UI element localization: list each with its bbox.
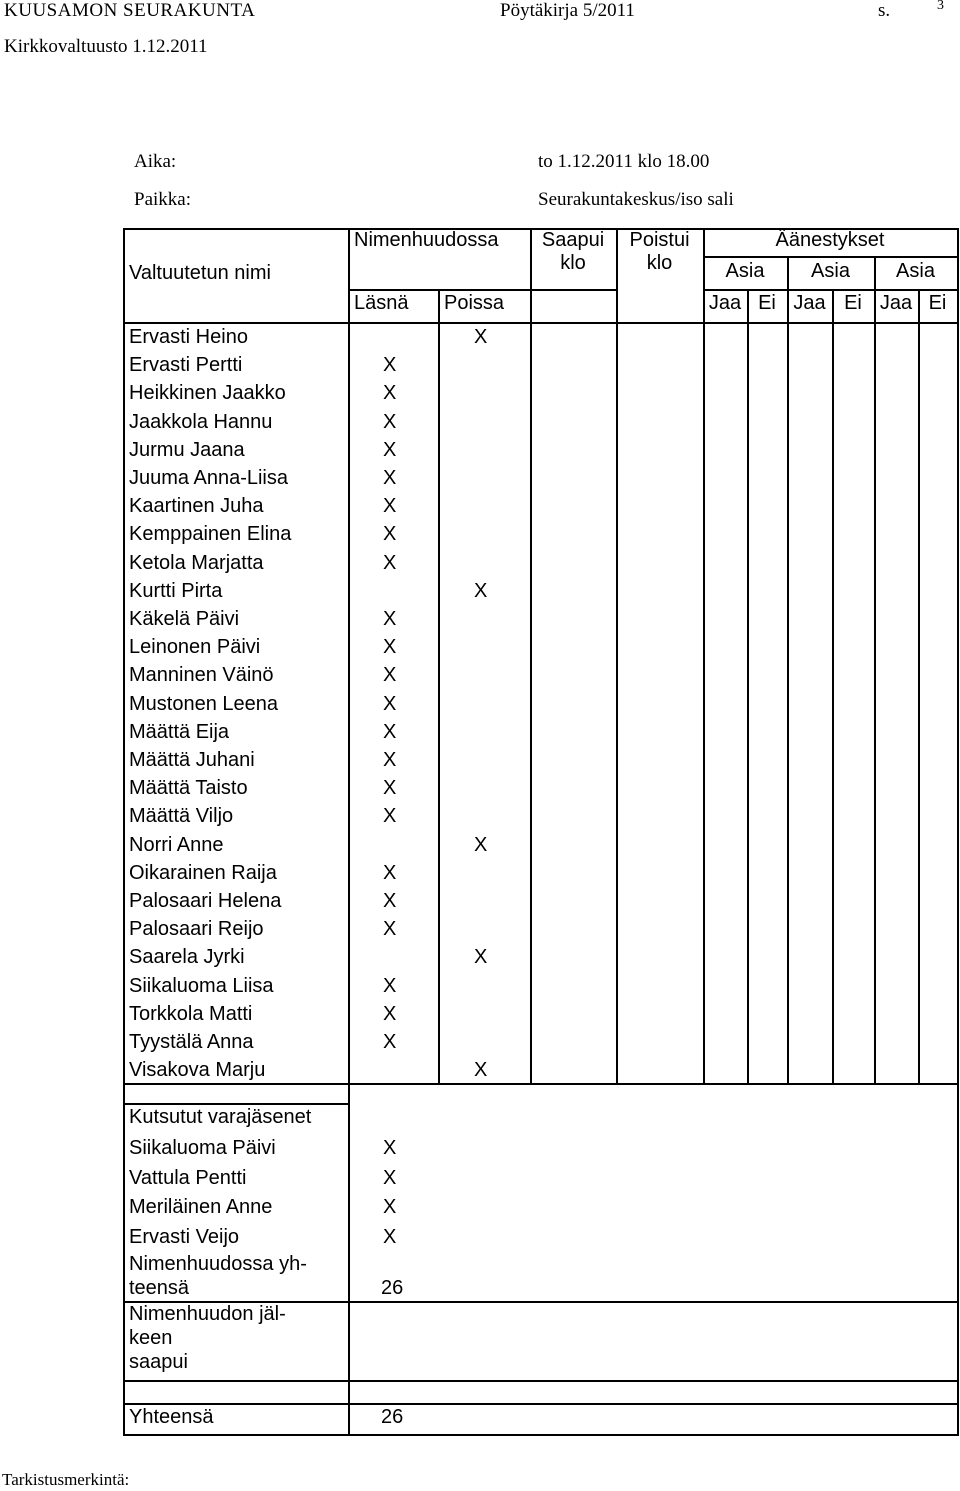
member-name: Manninen Väinö — [129, 664, 274, 686]
member-name: Palosaari Helena — [129, 890, 282, 912]
member-name: Käkelä Päivi — [129, 608, 240, 630]
substitute-present-mark: X — [383, 1226, 397, 1248]
column-header-left-klo: klo — [646, 252, 673, 274]
absent-mark: X — [474, 1059, 488, 1081]
present-mark: X — [383, 918, 397, 940]
present-mark: X — [383, 1031, 397, 1053]
meeting-info: Kirkkovaltuusto 1.12.2011 — [4, 36, 208, 57]
substitute-name: Ervasti Veijo — [129, 1226, 240, 1248]
member-name: Ketola Marjatta — [129, 552, 264, 574]
column-rule-vote-2-split — [832, 289, 834, 1085]
column-rule-arrived — [616, 228, 618, 1085]
substitute-name: Meriläinen Anne — [129, 1196, 273, 1218]
organization-name: KUUSAMON SEURAKUNTA — [4, 0, 256, 21]
total-label: Yhteensä — [129, 1406, 214, 1428]
column-header-votes: Äänestykset — [775, 229, 885, 251]
column-header-name: Valtuutetun nimi — [129, 262, 271, 284]
member-name: Määttä Viljo — [129, 805, 234, 827]
after-roll-call-label: Nimenhuudon jäl- — [129, 1303, 286, 1325]
document-title: Pöytäkirja 5/2011 — [500, 0, 635, 21]
member-name: Visakova Marju — [129, 1059, 266, 1081]
column-header-present: Läsnä — [354, 292, 409, 314]
absent-mark: X — [474, 946, 488, 968]
present-mark: X — [383, 354, 397, 376]
column-header-absent: Poissa — [444, 292, 505, 314]
column-rule-left — [703, 228, 705, 1085]
footer-note: Tarkistusmerkintä: — [2, 1470, 130, 1489]
member-name: Mustonen Leena — [129, 693, 279, 715]
substitute-name: Vattula Pentti — [129, 1167, 247, 1189]
member-name: Norri Anne — [129, 834, 224, 856]
present-mark: X — [383, 552, 397, 574]
present-mark: X — [383, 693, 397, 715]
absent-mark: X — [474, 326, 488, 348]
member-name: Määttä Eija — [129, 721, 230, 743]
member-name: Ervasti Heino — [129, 326, 248, 348]
page-label: s. — [878, 0, 891, 21]
absent-mark: X — [474, 834, 488, 856]
column-header-asia-2: Asia — [811, 260, 850, 282]
attendance-table — [123, 228, 958, 1436]
substitute-name: Siikaluoma Päivi — [129, 1137, 276, 1159]
column-header-arrived-klo: klo — [560, 252, 586, 274]
member-name: Saarela Jyrki — [129, 946, 245, 968]
table-right-border — [957, 228, 959, 1436]
page-number: 3 — [937, 0, 944, 13]
table-left-border — [123, 228, 125, 1436]
present-mark: X — [383, 749, 397, 771]
member-name: Torkkola Matti — [129, 1003, 253, 1025]
present-mark: X — [383, 975, 397, 997]
present-mark: X — [383, 608, 397, 630]
table-bottom-border — [123, 1434, 959, 1436]
column-header-asia-1: Asia — [725, 260, 765, 282]
time-value: to 1.12.2011 klo 18.00 — [538, 151, 710, 172]
column-rule-present — [438, 289, 440, 1085]
substitutes-heading: Kutsutut varajäsenet — [129, 1106, 312, 1128]
roll-call-total-value: 26 — [381, 1277, 404, 1299]
substitute-present-mark: X — [383, 1167, 397, 1189]
column-header-ei-1: Ei — [758, 292, 776, 314]
member-name: Palosaari Reijo — [129, 918, 264, 940]
column-rule-vote-2 — [874, 256, 876, 1085]
spacer-rule — [123, 1103, 350, 1105]
members-bottom-rule — [123, 1083, 959, 1085]
column-rule-vote-3-split — [918, 289, 920, 1085]
member-name: Määttä Taisto — [129, 777, 248, 799]
member-name: Kemppainen Elina — [129, 523, 292, 545]
member-name: Jurmu Jaana — [129, 439, 245, 461]
present-mark: X — [383, 636, 397, 658]
summary-rule-3 — [123, 1403, 959, 1405]
present-mark: X — [383, 1003, 397, 1025]
present-mark: X — [383, 805, 397, 827]
present-mark: X — [383, 523, 397, 545]
header-rule-roll-call — [348, 289, 618, 291]
summary-rule-2 — [123, 1380, 959, 1382]
column-rule-absent — [530, 228, 532, 1085]
column-rule-name — [348, 228, 350, 1436]
after-roll-call-label-cont2: saapui — [129, 1351, 188, 1373]
roll-call-total-label: Nimenhuudossa yh- — [129, 1253, 307, 1275]
column-header-left: Poistui — [629, 229, 690, 251]
member-name: Kurtti Pirta — [129, 580, 223, 602]
column-header-asia-3: Asia — [896, 260, 935, 282]
time-label: Aika: — [134, 151, 177, 172]
column-header-jaa-1: Jaa — [708, 292, 742, 314]
total-value: 26 — [381, 1406, 404, 1428]
header-bottom-rule — [123, 322, 959, 324]
column-header-ei-3: Ei — [928, 292, 947, 314]
column-header-roll-call: Nimenhuudossa — [354, 229, 499, 251]
member-name: Tyystälä Anna — [129, 1031, 254, 1053]
column-rule-vote-1-split — [747, 289, 749, 1085]
column-header-arrived: Saapui — [541, 229, 605, 251]
column-header-jaa-3: Jaa — [879, 292, 913, 314]
present-mark: X — [383, 721, 397, 743]
present-mark: X — [383, 664, 397, 686]
member-name: Jaakkola Hannu — [129, 411, 273, 433]
present-mark: X — [383, 382, 397, 404]
present-mark: X — [383, 495, 397, 517]
member-name: Juuma Anna-Liisa — [129, 467, 288, 489]
member-name: Määttä Juhani — [129, 749, 255, 771]
place-value: Seurakuntakeskus/iso sali — [538, 189, 734, 210]
present-mark: X — [383, 890, 397, 912]
after-roll-call-label-cont: keen — [129, 1327, 173, 1349]
present-mark: X — [383, 777, 397, 799]
place-label: Paikka: — [134, 189, 191, 210]
roll-call-total-label-cont: teensä — [129, 1277, 190, 1299]
member-name: Siikaluoma Liisa — [129, 975, 274, 997]
column-header-jaa-2: Jaa — [793, 292, 826, 314]
present-mark: X — [383, 439, 397, 461]
member-name: Leinonen Päivi — [129, 636, 261, 658]
header-rule-asia — [703, 289, 959, 291]
present-mark: X — [383, 467, 397, 489]
absent-mark: X — [474, 580, 488, 602]
present-mark: X — [383, 411, 397, 433]
member-name: Heikkinen Jaakko — [129, 382, 286, 404]
substitute-present-mark: X — [383, 1137, 397, 1159]
member-name: Ervasti Pertti — [129, 354, 243, 376]
substitute-present-mark: X — [383, 1196, 397, 1218]
member-name: Oikarainen Raija — [129, 862, 277, 884]
member-name: Kaartinen Juha — [129, 495, 264, 517]
column-header-ei-2: Ei — [844, 292, 862, 314]
header-rule-votes — [703, 256, 959, 258]
present-mark: X — [383, 862, 397, 884]
column-rule-vote-1 — [787, 256, 789, 1085]
